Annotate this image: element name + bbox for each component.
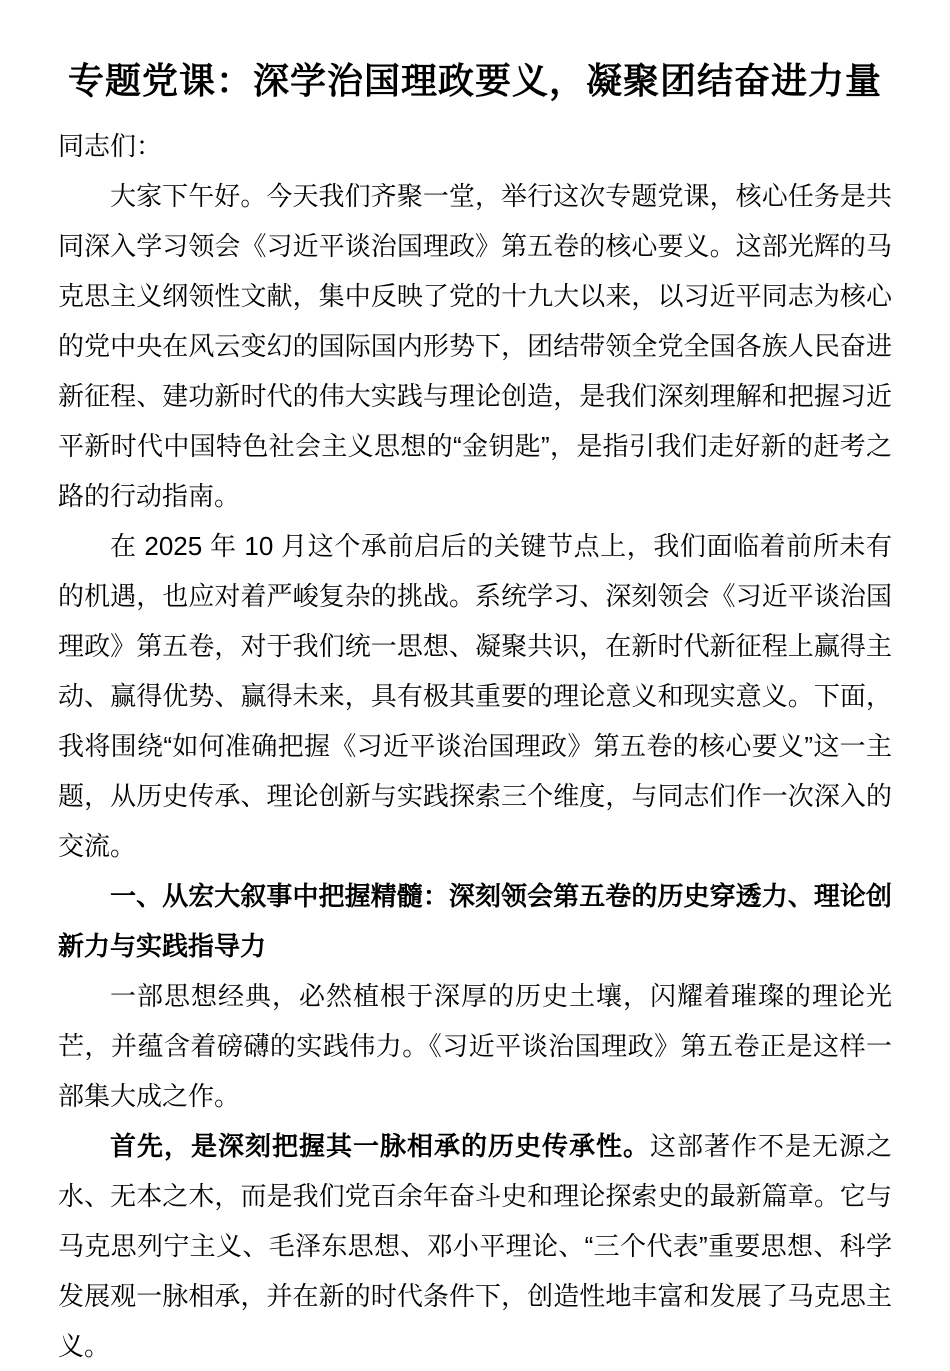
salutation: 同志们： [58, 131, 163, 161]
paragraph-classic: 一部思想经典，必然植根于深厚的历史土壤，闪耀着璀璨的理论光芒，并蕴含着磅礴的实践伟力。《习近平谈治国理政》第五卷正是这样一部集大成之作。 [58, 981, 892, 1111]
paragraph-intro: 大家下午好。今天我们齐聚一堂，举行这次专题党课，核心任务是共同深入学习领会《习近平谈治国理政》第五卷的核心要义。这部光辉的马克思主义纲领性文献，集中反映了党的十九大以来，以习近平同志为核心的党中央在风云变幻的国际国内形势下，团结带领全党全国各族人民奋进新征程、建功新时代的伟大实践与理论创造，是我们深刻理解和把握习近平新时代中国特色社会主义思想的“金钥匙”，是指引我们走好新的赶考之路的行动指南。 [58, 181, 892, 511]
paragraph-with-bold-lead [58, 1121, 892, 1371]
document-title: 专题党课：深学治国理政要义，凝聚团结奋进力量 [67, 60, 882, 101]
paragraph-rest: 这部著作不是无源之水、无本之木，而是我们党百余年奋斗史和理论探索史的最新篇章。它与马克思列宁主义、毛泽东思想、邓小平理论、“三个代表”重要思想、科学发展观一脉相承，并在新的时代条件下，创造性地丰富和发展了马克思主义。 [58, 1131, 892, 1361]
paragraph-context: 在 2025 年 10 月这个承前启后的关键节点上，我们面临着前所未有的机遇，也应对着严峻复杂的挑战。系统学习、深刻领会《习近平谈治国理政》第五卷，对于我们统一思想、凝聚共识，在新时代新征程上赢得主动、赢得优势、赢得未来，具有极其重要的理论意义和现实意义。下面，我将围绕“如何准确把握《习近平谈治国理政》第五卷的核心要义”这一主题，从历史传承、理论创新与实践探索三个维度，与同志们作一次深入的交流。 [58, 531, 892, 861]
bold-lead-sentence: 首先，是深刻把握其一脉相承的历史传承性。 [110, 1131, 650, 1161]
section-heading: 一、从宏大叙事中把握精髓：深刻领会第五卷的历史穿透力、理论创新力与实践指导力 [58, 881, 892, 961]
